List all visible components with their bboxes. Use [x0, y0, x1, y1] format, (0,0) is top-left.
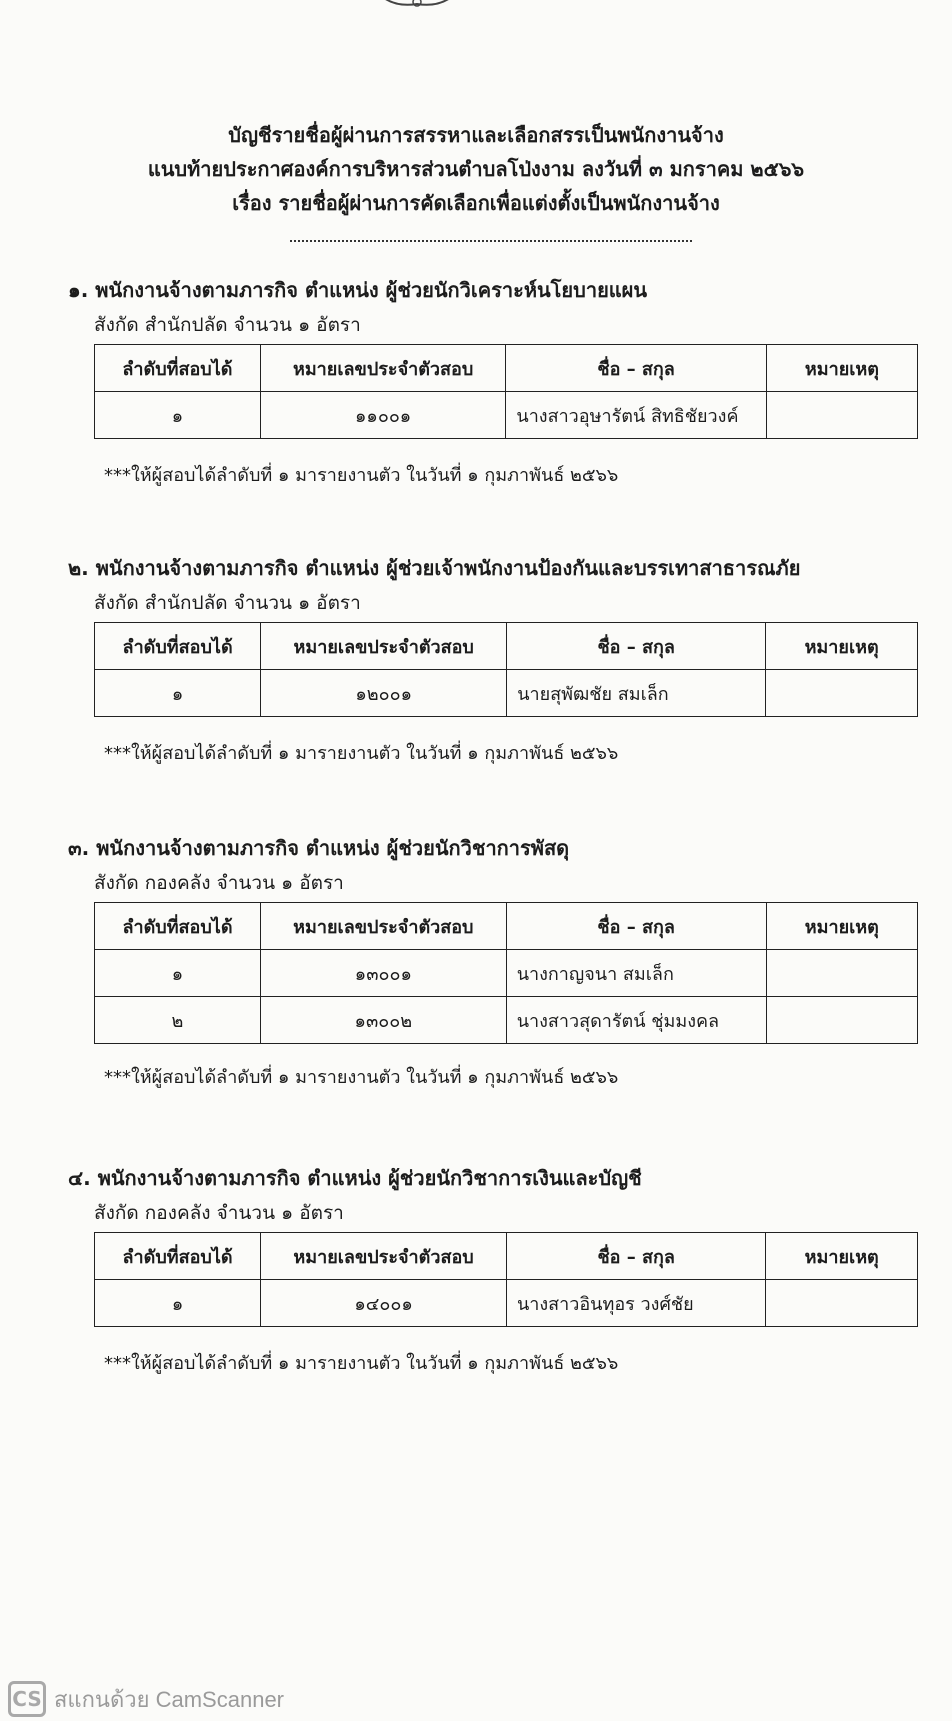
header-name: ชื่อ – สกุล: [507, 623, 766, 670]
cell-remark: [766, 670, 918, 717]
header-name: ชื่อ – สกุล: [506, 903, 766, 950]
table-row: [95, 950, 918, 997]
header-remark: หมายเหตุ: [766, 903, 917, 950]
header-line-2: แนบท้ายประกาศองค์การบริหารส่วนตำบลโป่งงาม ลงวันที่ ๓ มกราคม ๒๕๖๖: [147, 157, 805, 181]
cell-exam-id: ๑๓๐๐๑: [260, 950, 506, 997]
header-rank: ลำดับที่สอบได้: [95, 1233, 261, 1280]
document-header: [0, 118, 952, 220]
results-table: [94, 1232, 918, 1327]
header-name: ชื่อ – สกุล: [506, 345, 766, 392]
cell-exam-id: ๑๔๐๐๑: [261, 1280, 507, 1327]
results-table: [94, 622, 918, 717]
table-row: [95, 997, 918, 1044]
report-note: ***ให้ผู้สอบได้ลำดับที่ ๑ มารายงานตัว ในวันที่ ๑ กุมภาพันธ์ ๒๕๖๖: [104, 465, 619, 486]
table-row: [95, 670, 918, 717]
section-title: ๒. พนักงานจ้างตามภารกิจ ตำแหน่ง ผู้ช่วยเจ้าพนักงานป้องกันและบรรเทาสาธารณภัย: [68, 556, 801, 580]
section-subtitle: สังกัด สำนักปลัด จำนวน ๑ อัตรา: [94, 592, 361, 614]
header-rank: ลำดับที่สอบได้: [95, 903, 261, 950]
section-title: ๔. พนักงานจ้างตามภารกิจ ตำแหน่ง ผู้ช่วยนักวิชาการเงินและบัญชี: [68, 1166, 642, 1190]
table-header-row: [95, 1233, 918, 1280]
section-title: ๓. พนักงานจ้างตามภารกิจ ตำแหน่ง ผู้ช่วยนักวิชาการพัสดุ: [68, 836, 570, 860]
table-header-row: [95, 345, 918, 392]
header-remark: หมายเหตุ: [766, 345, 917, 392]
cell-rank: ๑: [95, 1280, 261, 1327]
section-subtitle: สังกัด สำนักปลัด จำนวน ๑ อัตรา: [94, 314, 361, 336]
header-exam-id: หมายเลขประจำตัวสอบ: [260, 903, 506, 950]
report-note: ***ให้ผู้สอบได้ลำดับที่ ๑ มารายงานตัว ในวันที่ ๑ กุมภาพันธ์ ๒๕๖๖: [104, 1067, 619, 1088]
cell-rank: ๒: [95, 997, 261, 1044]
cell-exam-id: ๑๑๐๐๑: [260, 392, 506, 439]
report-note: ***ให้ผู้สอบได้ลำดับที่ ๑ มารายงานตัว ในวันที่ ๑ กุมภาพันธ์ ๒๕๖๖: [104, 743, 619, 764]
header-rank: ลำดับที่สอบได้: [95, 623, 261, 670]
header-exam-id: หมายเลขประจำตัวสอบ: [260, 345, 506, 392]
results-table: [94, 902, 918, 1044]
header-rank: ลำดับที่สอบได้: [95, 345, 261, 392]
cell-exam-id: ๑๒๐๐๑: [261, 670, 507, 717]
camscanner-watermark: [8, 1677, 284, 1721]
header-line-3: เรื่อง รายชื่อผู้ผ่านการคัดเลือกเพื่อแต่งตั้งเป็นพนักงานจ้าง: [232, 191, 720, 215]
cell-remark: [766, 997, 917, 1044]
header-line-1: บัญชีรายชื่อผู้ผ่านการสรรหาและเลือกสรรเป็นพนักงานจ้าง: [228, 123, 724, 147]
header-exam-id: หมายเลขประจำตัวสอบ: [261, 1233, 507, 1280]
section-title: ๑. พนักงานจ้างตามภารกิจ ตำแหน่ง ผู้ช่วยนักวิเคราะห์นโยบายแผน: [68, 278, 648, 302]
report-note: ***ให้ผู้สอบได้ลำดับที่ ๑ มารายงานตัว ในวันที่ ๑ กุมภาพันธ์ ๒๕๖๖: [104, 1353, 619, 1374]
cell-remark: [766, 1280, 918, 1327]
table-header-row: [95, 623, 918, 670]
header-remark: หมายเหตุ: [766, 623, 918, 670]
cell-name: นางสาวสุดารัตน์ ชุ่มมงคล: [506, 997, 766, 1044]
camscanner-text: สแกนด้วย CamScanner: [54, 1686, 285, 1712]
section-subtitle: สังกัด กองคลัง จำนวน ๑ อัตรา: [94, 872, 344, 894]
cell-name: นางสาวอินทุอร วงศ์ชัย: [506, 1280, 765, 1327]
cell-rank: ๑: [95, 392, 261, 439]
cell-rank: ๑: [95, 670, 261, 717]
cell-name: นางกาญจนา สมเล็ก: [506, 950, 766, 997]
table-row: [95, 1280, 918, 1327]
dotted-divider: [290, 240, 692, 242]
table-row: [95, 392, 918, 439]
results-table: [94, 344, 918, 439]
camscanner-logo-icon: CS: [8, 1681, 46, 1717]
table-header-row: [95, 903, 918, 950]
cell-exam-id: ๑๓๐๐๒: [260, 997, 506, 1044]
header-name: ชื่อ – สกุล: [506, 1233, 765, 1280]
header-remark: หมายเหตุ: [766, 1233, 918, 1280]
cell-remark: [766, 392, 917, 439]
garuda-seal-icon: [372, 0, 462, 14]
section-subtitle: สังกัด กองคลัง จำนวน ๑ อัตรา: [94, 1202, 344, 1224]
cell-name: นางสาวอุษารัตน์ สิทธิชัยวงค์: [506, 392, 766, 439]
header-exam-id: หมายเลขประจำตัวสอบ: [261, 623, 507, 670]
cell-name: นายสุพัฒชัย สมเล็ก: [507, 670, 766, 717]
cell-remark: [766, 950, 917, 997]
cell-rank: ๑: [95, 950, 261, 997]
